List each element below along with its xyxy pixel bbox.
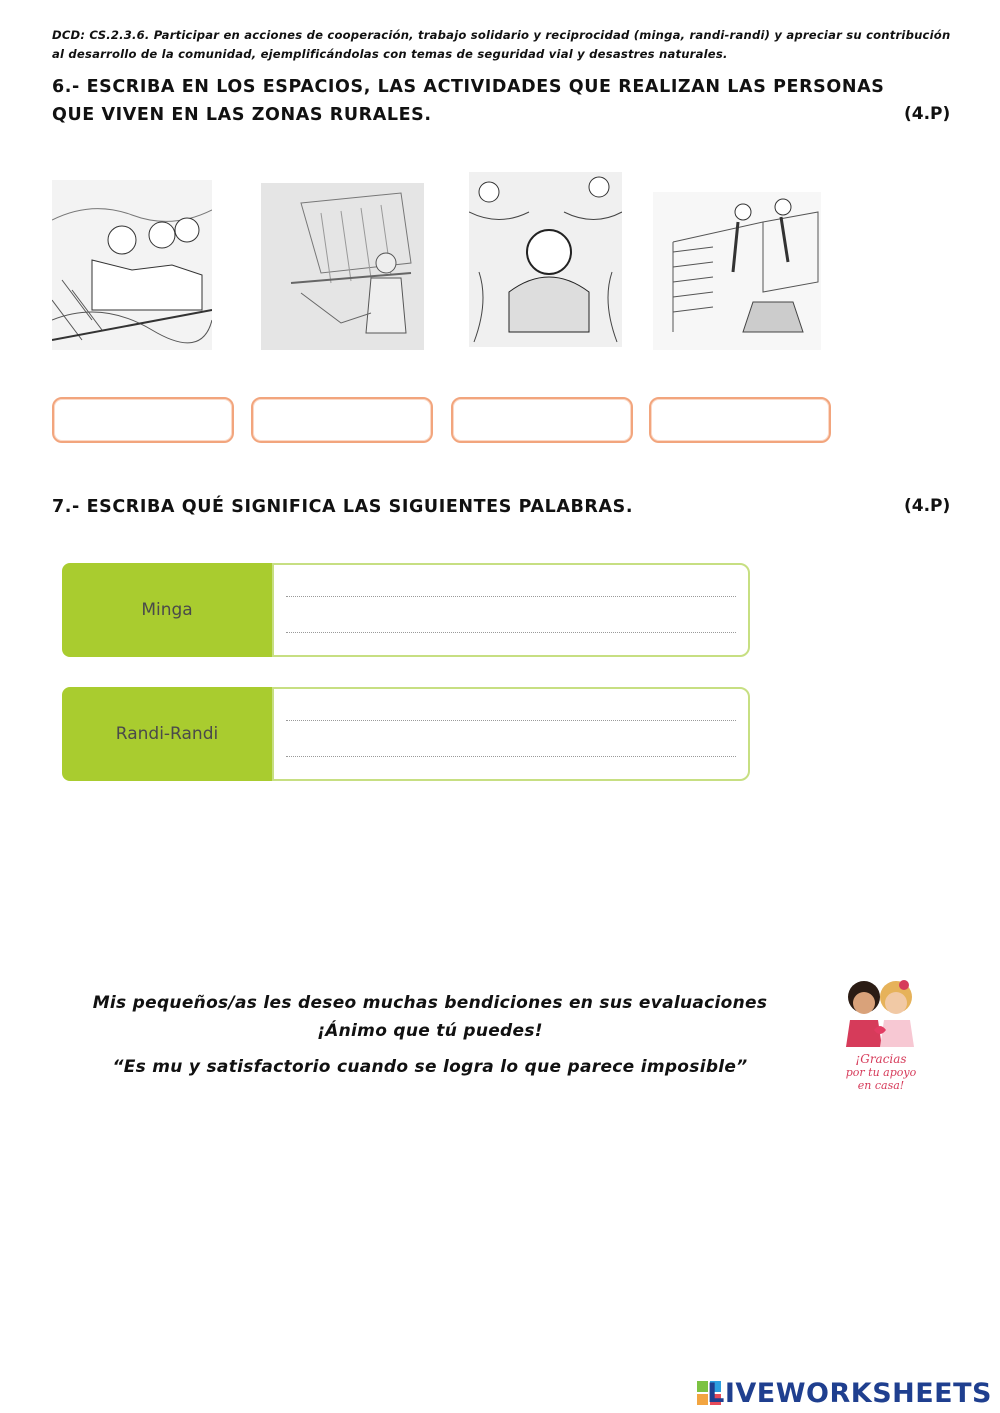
dotted-line <box>286 596 736 597</box>
harvest-illustration <box>469 172 622 347</box>
word-label-randi-randi: Randi-Randi <box>62 687 272 781</box>
dotted-line <box>286 756 736 757</box>
answer-box-1[interactable] <box>52 397 234 443</box>
closing-line-3: “Es mu y satisfactorio cuando se logra lo que parece imposible” <box>112 1057 748 1077</box>
dotted-line <box>286 632 736 633</box>
answer-input-2[interactable] <box>253 399 435 443</box>
answer-box-2[interactable] <box>251 397 433 443</box>
liveworksheets-brand[interactable]: LIVEWORKSHEETS <box>707 1378 992 1409</box>
word-card-randi-randi <box>62 687 750 781</box>
answer-box-4[interactable] <box>649 397 831 443</box>
answer-box-3[interactable] <box>451 397 633 443</box>
question-6-line-2: QUE VIVEN EN LAS ZONAS RURALES. <box>52 105 432 125</box>
weaving-illustration <box>261 183 424 350</box>
thank-you-sticker <box>836 975 926 1100</box>
closing-line-2: ¡Ánimo que tú puedes! <box>317 1021 543 1041</box>
question-7-title: 7.- ESCRIBA QUÉ SIGNIFICA LAS SIGUIENTES PALABRAS. <box>52 497 634 517</box>
svg-text:¡Gracias: ¡Gracias <box>855 1052 907 1066</box>
svg-text:en casa!: en casa! <box>857 1079 905 1092</box>
answer-input-3[interactable] <box>453 399 635 443</box>
answer-input-4[interactable] <box>651 399 833 443</box>
closing-line-1: Mis pequeños/as les deseo muchas bendiciones en sus evaluaciones <box>92 993 768 1013</box>
word-answer-randi-randi[interactable] <box>272 687 750 781</box>
word-label-minga: Minga <box>62 563 272 657</box>
question-6-line-1: 6.- ESCRIBA EN LOS ESPACIOS, LAS ACTIVIDADES QUE REALIZAN LAS PERSONAS <box>52 77 885 97</box>
construction-illustration <box>653 192 821 350</box>
answer-input-1[interactable] <box>54 399 236 443</box>
fishing-illustration <box>52 180 212 350</box>
dotted-line <box>286 720 736 721</box>
question-6-points: (4.P) <box>904 104 951 124</box>
svg-text:por tu apoyo: por tu apoyo <box>845 1066 917 1079</box>
word-card-minga <box>62 563 750 657</box>
word-answer-minga[interactable] <box>272 563 750 657</box>
dcd-objective-text: DCD: CS.2.3.6. Participar en acciones de cooperación, trabajo solidario y reciprocidad (minga, randi-randi) y apreciar su contribución al desarrollo de la comunidad, ejemplificándolas con temas de seguridad vial y desastres naturales. <box>52 28 951 61</box>
question-7-points: (4.P) <box>904 496 951 516</box>
